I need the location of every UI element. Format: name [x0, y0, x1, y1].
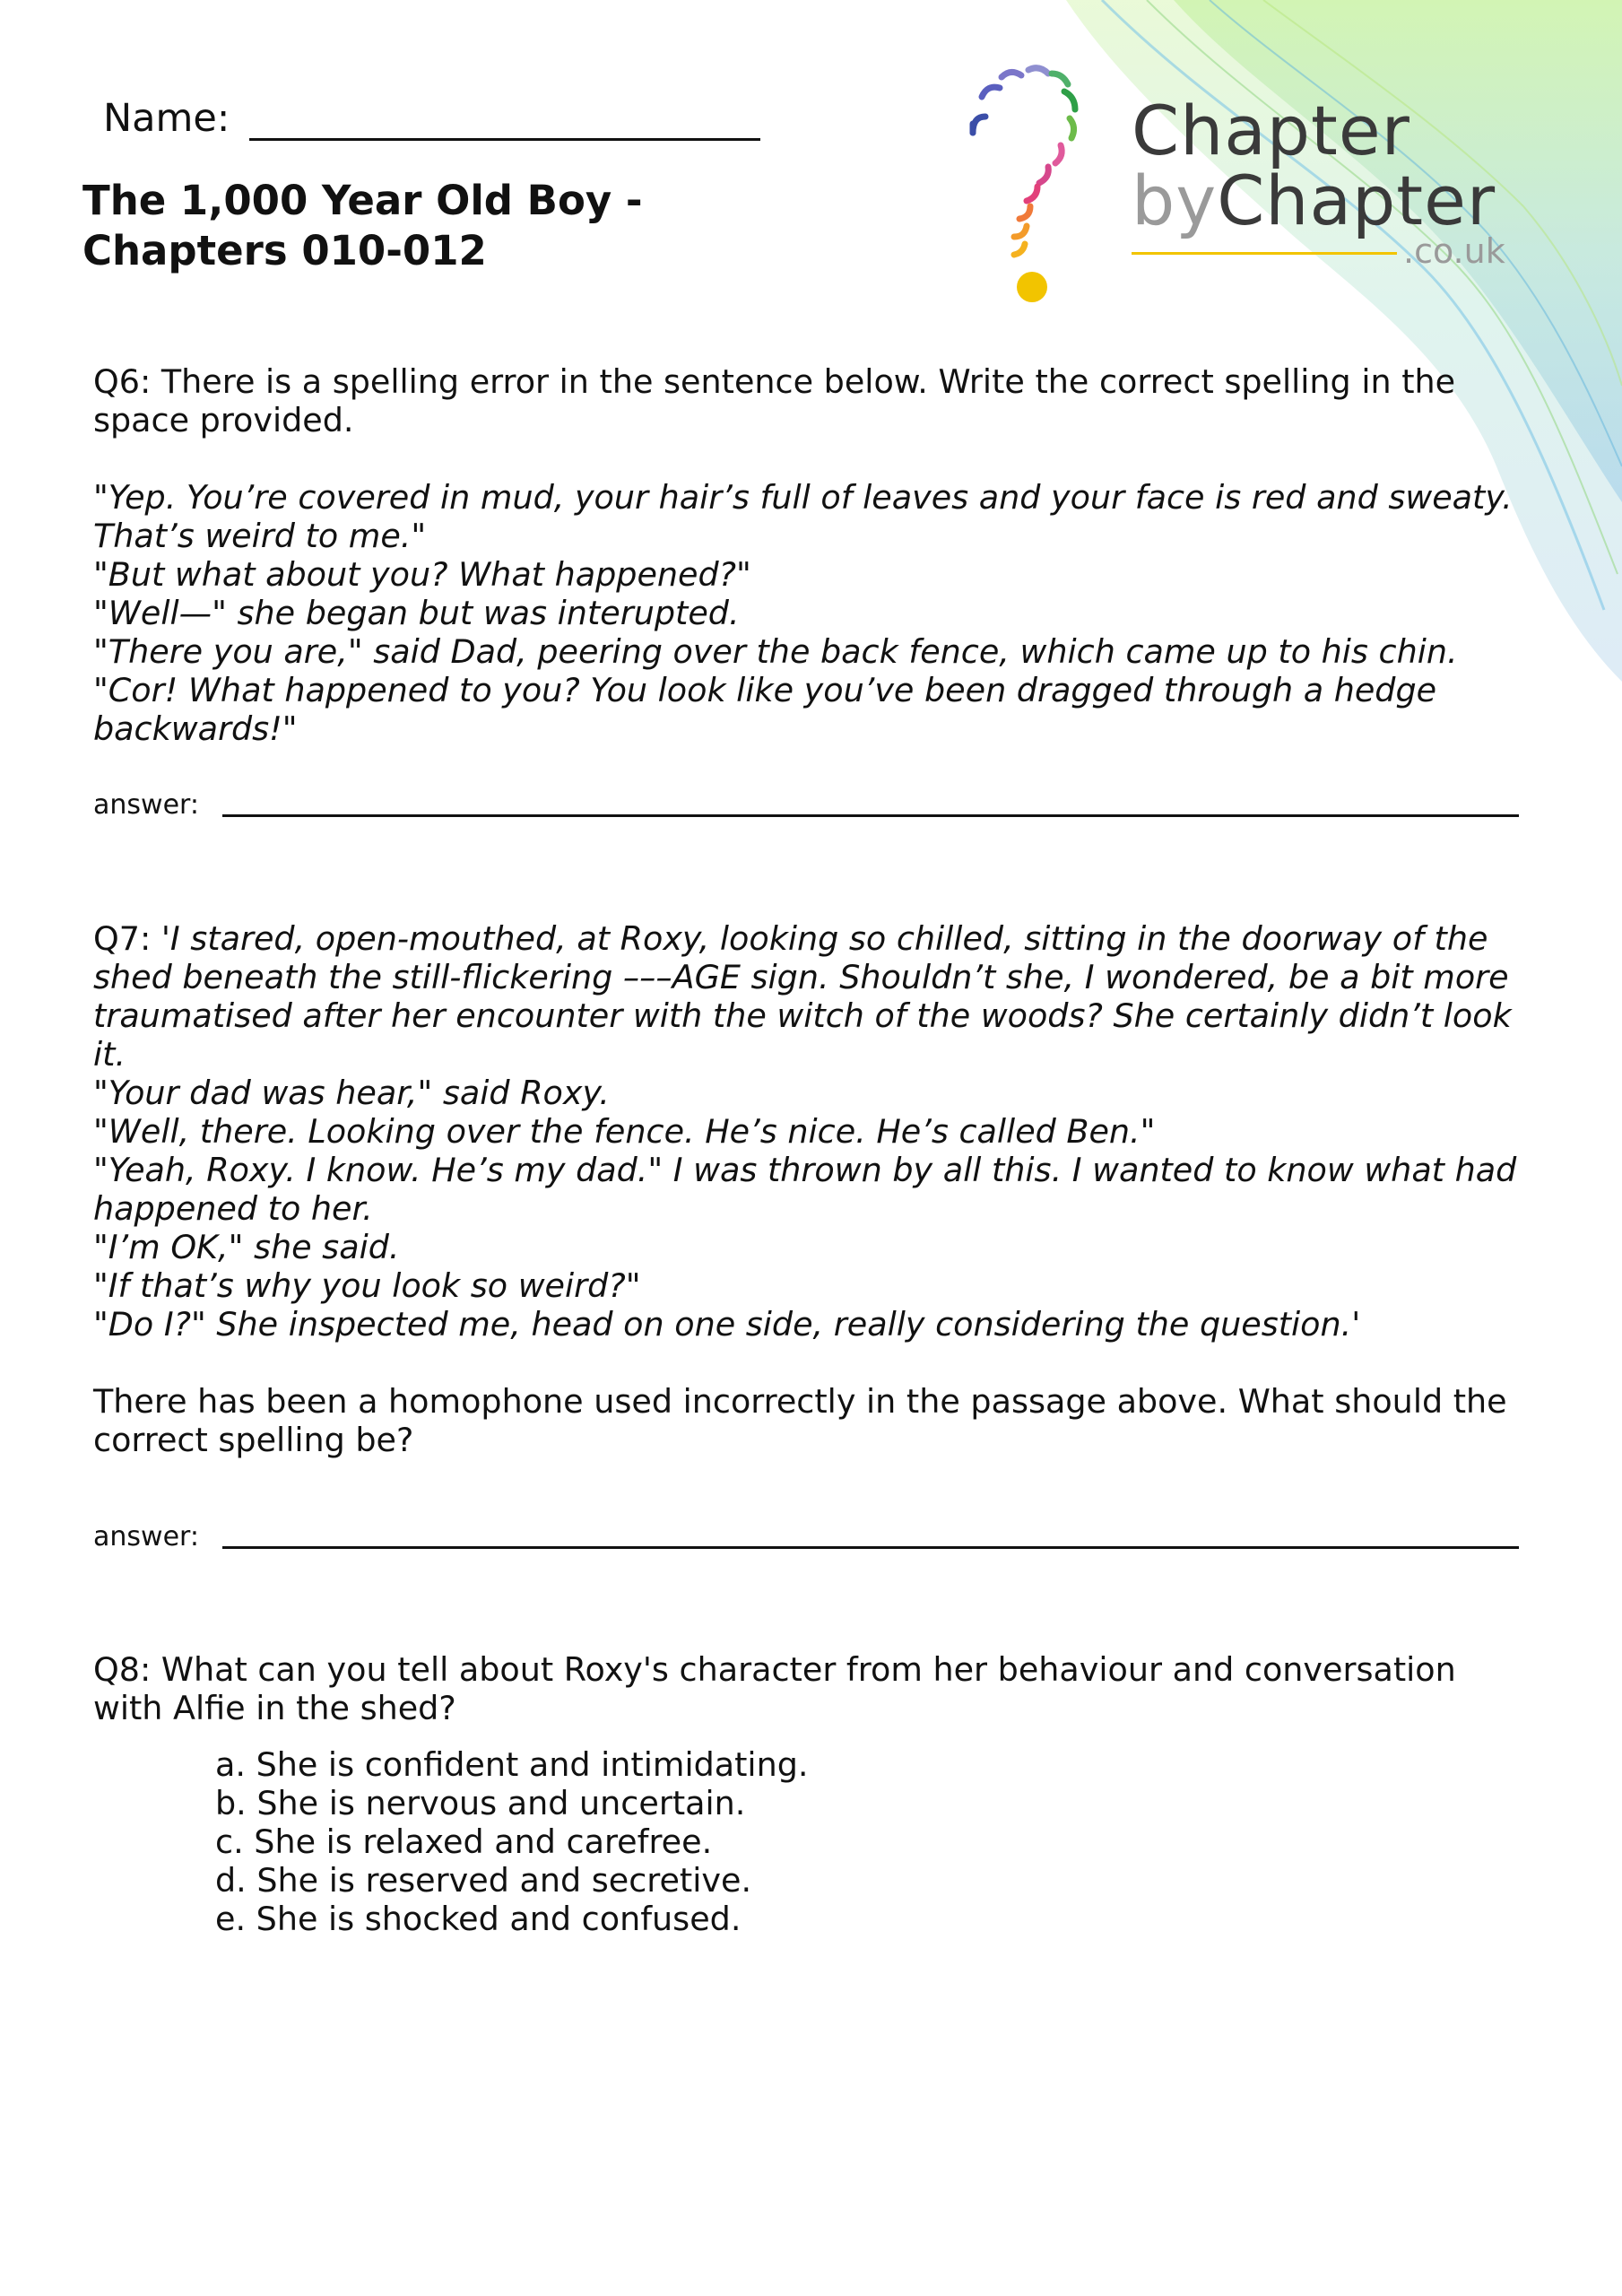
- quote-line: backwards!": [93, 709, 298, 748]
- quote-line: "Cor! What happened to you? You look like you’ve been dragged through a hedge: [93, 671, 1437, 709]
- q6-answer-field[interactable]: [93, 789, 1519, 821]
- name-label: Name:: [103, 96, 230, 141]
- answer-label: answer:: [93, 789, 199, 821]
- quote-line: happened to her.: [93, 1189, 373, 1228]
- quote-line: it.: [93, 1035, 126, 1074]
- worksheet-title: [82, 176, 643, 276]
- title-line-2: Chapters 010-012: [82, 227, 487, 274]
- quote-line: "There you are," said Dad, peering over the back fence, which came up to his chin.: [93, 632, 1458, 671]
- q8-options: [215, 1745, 1528, 1938]
- logo-domain: .co.uk: [1403, 231, 1505, 271]
- quote-line: shed beneath the still-flickering –––AGE sign. Shouldn’t she, I wondered, be a bit more: [93, 958, 1509, 996]
- answer-line[interactable]: [222, 1546, 1519, 1549]
- quote-line: traumatised after her encounter with the witch of the woods? She certainly didn’t look: [93, 996, 1512, 1035]
- q8-prompt: Q8: What can you tell about Roxy's character from her behaviour and conversation with Alfie in the shed?: [93, 1650, 1456, 1727]
- q6-quote: [93, 478, 1528, 748]
- q7-answer-field[interactable]: [93, 1521, 1519, 1552]
- quote-line: "Do I?" She inspected me, head on one side, really considering the question.': [93, 1305, 1361, 1344]
- q7-quote-first-line: [93, 919, 1528, 958]
- q6-prompt: Q6: There is a spelling error in the sentence below. Write the correct spelling in the space provided.: [93, 362, 1456, 439]
- quote-line: "But what about you? What happened?": [93, 555, 751, 594]
- quote-line: "Yep. You’re covered in mud, your hair’s full of leaves and your face is red and sweaty.: [93, 478, 1513, 517]
- answer-label: answer:: [93, 1521, 199, 1552]
- answer-line[interactable]: [222, 814, 1519, 817]
- quote-line: 'I stared, open-mouthed, at Roxy, looking so chilled, sitting in the doorway of the: [160, 919, 1488, 958]
- quote-line: "Your dad was hear," said Roxy.: [93, 1074, 610, 1112]
- q7-question: There has been a homophone used incorrectly in the passage above. What should the correct spelling be?: [93, 1382, 1507, 1459]
- chapter-by-chapter-logo-icon: [955, 52, 1125, 312]
- quote-line: "I’m OK," she said.: [93, 1228, 400, 1266]
- quote-line: "Yeah, Roxy. I know. He’s my dad." I was thrown by all this. I wanted to know what had: [93, 1151, 1517, 1189]
- logo-word-by: by: [1132, 161, 1218, 240]
- title-line-1: The 1,000 Year Old Boy -: [82, 177, 643, 224]
- logo-underline: [1132, 252, 1397, 255]
- logo-wordmark: [1132, 91, 1496, 240]
- q7-quote: [93, 958, 1528, 1344]
- logo-word-bychapter: [1132, 161, 1496, 240]
- option-c[interactable]: c. She is relaxed and carefree.: [215, 1822, 713, 1861]
- question-8: [93, 1650, 1528, 1938]
- option-e[interactable]: e. She is shocked and confused.: [215, 1900, 742, 1938]
- option-b[interactable]: b. She is nervous and uncertain.: [215, 1784, 746, 1822]
- name-field[interactable]: [103, 91, 760, 141]
- option-d[interactable]: d. She is reserved and secretive.: [215, 1861, 752, 1900]
- question-7: [93, 919, 1528, 1459]
- name-input-line[interactable]: [249, 91, 760, 141]
- quote-line: "Well—" she began but was interupted.: [93, 594, 740, 632]
- logo-word-chapter-2: Chapter: [1217, 161, 1496, 240]
- quote-line: That’s weird to me.": [93, 517, 427, 555]
- option-a[interactable]: a. She is confident and intimidating.: [215, 1745, 809, 1784]
- logo-word-chapter: Chapter: [1132, 91, 1410, 170]
- quote-line: "If that’s why you look so weird?": [93, 1266, 641, 1305]
- quote-line: "Well, there. Looking over the fence. He’s nice. He’s called Ben.": [93, 1112, 1156, 1151]
- question-6: [93, 362, 1528, 748]
- q7-number: Q7:: [93, 919, 152, 958]
